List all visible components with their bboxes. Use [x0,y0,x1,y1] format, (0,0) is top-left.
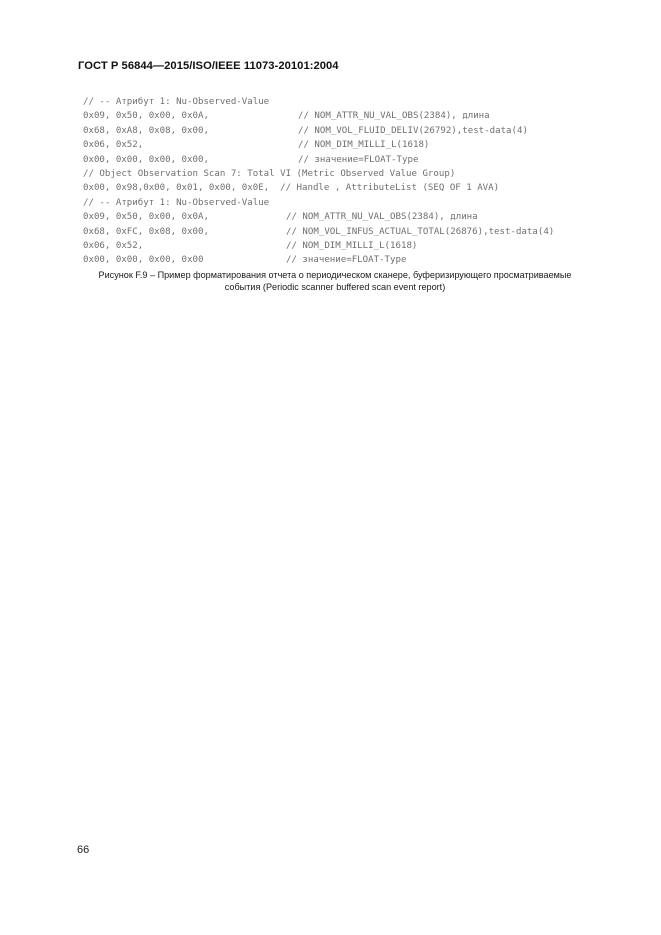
code-comment: // значение=FLOAT-Type [286,255,407,266]
code-line [83,124,603,138]
code-line [83,210,603,224]
figure-caption [70,269,600,294]
code-text: 0x06, 0x52, [83,140,144,151]
figure-caption-line: Рисунок F.9 – Пример форматирования отчета о периодическом сканере, буферизирующего просматриваемые [98,270,572,280]
code-text: 0x06, 0x52, [83,240,144,251]
code-comment: // NOM_VOL_FLUID_DELIV(26792),test-data(4) [298,125,528,136]
code-text: // -- Атрибут 1: Nu-Observed-Value [83,97,270,107]
code-comment: // NOM_DIM_MILLI_L(1618) [298,140,430,151]
code-text: 0x68, 0xFC, 0x08, 0x00, [83,226,209,237]
code-text: 0x09, 0x50, 0x00, 0x0A, [83,111,209,122]
code-comment: // значение=FLOAT-Type [298,154,419,165]
code-text: 0x00, 0x00, 0x00, 0x00, [83,154,209,165]
code-line [83,153,603,167]
code-line [83,181,603,195]
code-line [83,167,603,181]
code-text: 0x09, 0x50, 0x00, 0x0A, [83,212,209,223]
page-number: 66 [77,844,90,856]
code-line [83,239,603,253]
code-line [83,196,603,210]
code-comment: // NOM_ATTR_NU_VAL_OBS(2384), длина [298,111,490,122]
code-text: // -- Атрибут 1: Nu-Observed-Value [83,197,270,208]
code-text: 0x00, 0x98,0x00, 0x01, 0x00, 0x0E, // Handle , AttributeList (SEQ OF 1 AVA) [83,183,500,194]
code-comment: // NOM_ATTR_NU_VAL_OBS(2384), длина [286,212,478,223]
code-line [83,253,603,267]
code-comment: // NOM_VOL_INFUS_ACTUAL_TOTAL(26876),test-data(4) [286,226,555,237]
code-comment: // NOM_DIM_MILLI_L(1618) [286,240,418,251]
page-header: ГОСТ Р 56844—2015/ISO/IEEE 11073-20101:2004 [78,60,339,72]
code-line [83,138,603,152]
code-text: 0x68, 0xA8, 0x08, 0x00, [83,125,209,136]
code-listing [83,95,603,268]
code-text: // Object Observation Scan 7: Total VI (Metric Observed Value Group) [83,168,456,179]
code-line [83,225,603,239]
figure-caption-line: события (Periodic scanner buffered scan event report) [224,282,446,293]
code-text: 0x00, 0x00, 0x00, 0x00 [83,255,204,266]
code-line [83,95,603,109]
code-line [83,109,603,123]
